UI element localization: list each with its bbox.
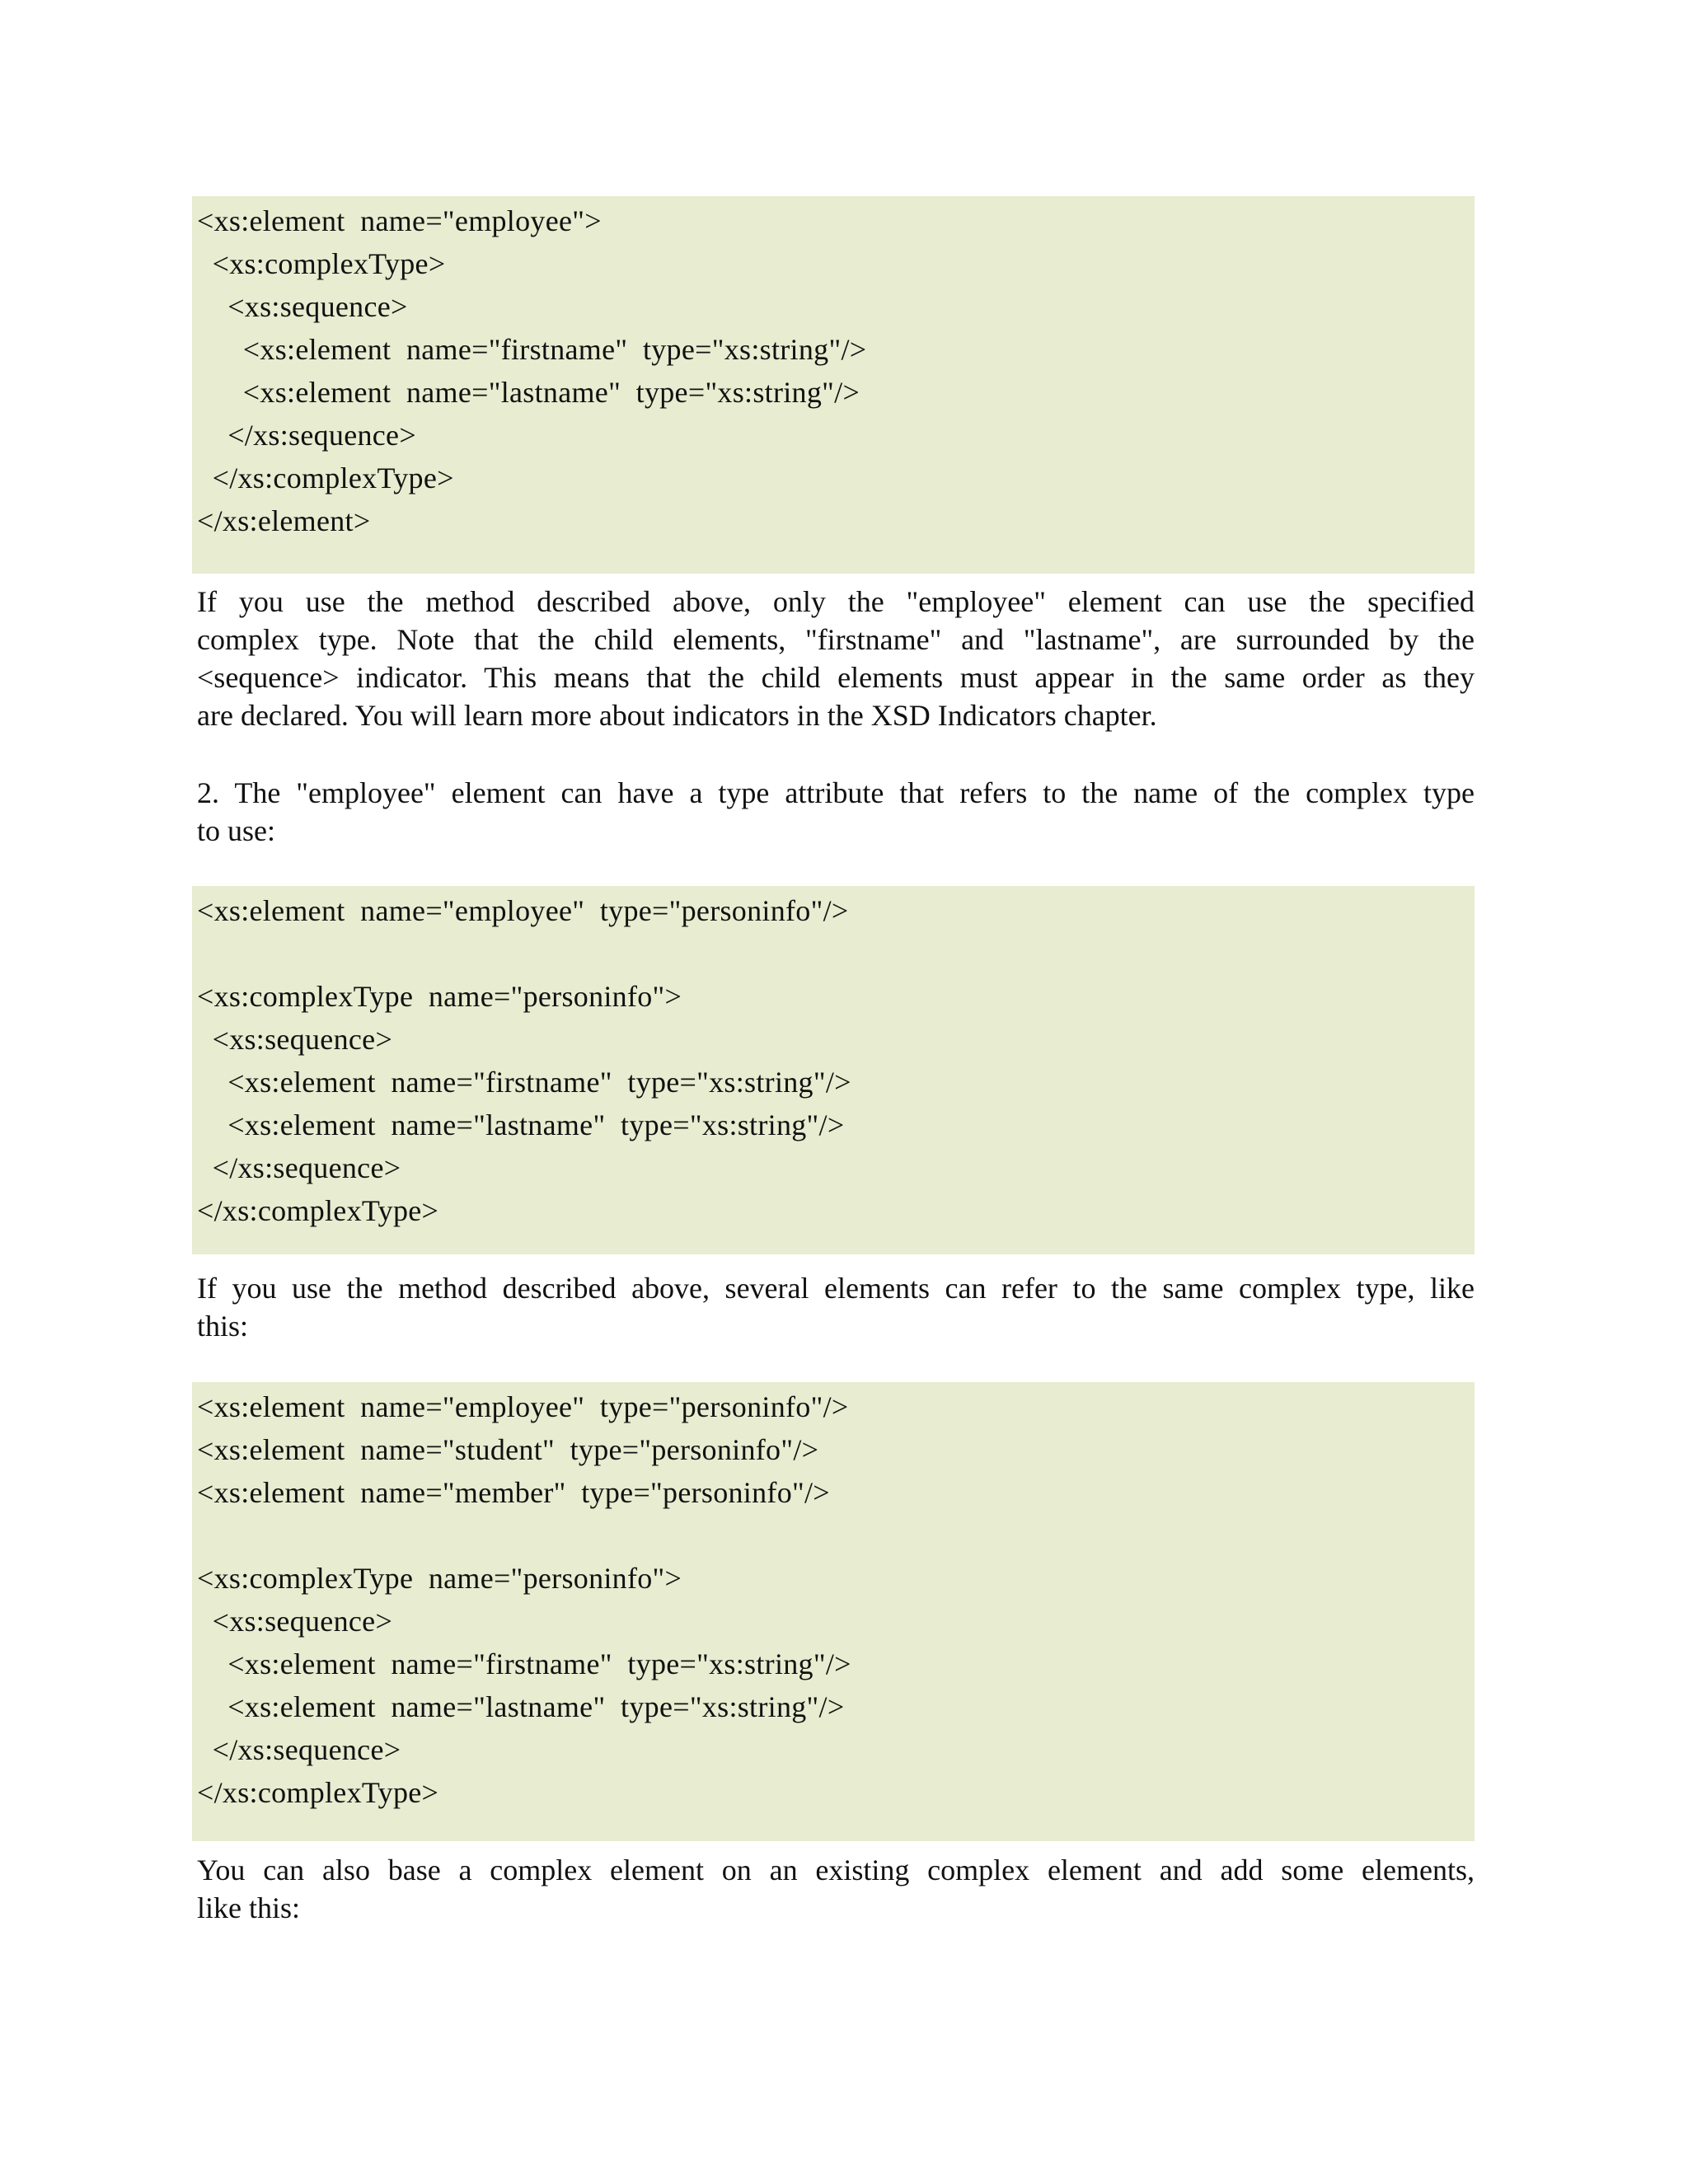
paragraph-shared-type xyxy=(197,1269,1475,1345)
paragraph-line: complex type. Note that the child elements, "firstname" and "lastname", are surrounded by the xyxy=(197,623,1475,656)
paragraph-line: If you use the method described above, only the "employee" element can use the specified xyxy=(197,585,1475,618)
paragraph-line: 2. The "employee" element can have a type attribute that refers to the name of the complex type xyxy=(197,776,1475,809)
code-line: <xs:element name="firstname" type="xs:string"/> xyxy=(197,1647,851,1680)
code-line: <xs:element name="lastname" type="xs:string"/> xyxy=(197,1690,845,1723)
code-line: </xs:sequence> xyxy=(197,1733,401,1766)
paragraph-line: You can also base a complex element on an existing complex element and add some elements, xyxy=(197,1854,1475,1886)
code-block-named-type xyxy=(192,886,1475,1254)
code-line xyxy=(197,1514,1470,1557)
paragraph-line: are declared. You will learn more about indicators in the XSD Indicators chapter. xyxy=(197,699,1157,732)
paragraph-line: <sequence> indicator. This means that the child elements must appear in the same order as they xyxy=(197,661,1475,694)
paragraph-line: If you use the method described above, several elements can refer to the same complex type, like xyxy=(197,1272,1475,1305)
code-line: </xs:element> xyxy=(197,504,371,537)
paragraph-line: to use: xyxy=(197,814,275,847)
paragraph-method-explanation xyxy=(197,583,1475,734)
paragraph-line: this: xyxy=(197,1310,249,1343)
code-block-employee-inline xyxy=(192,196,1475,574)
code-line: <xs:element name="lastname" type="xs:string"/> xyxy=(197,1108,845,1141)
code-line: <xs:element name="member" type="personinfo"/> xyxy=(197,1476,830,1509)
paragraph-type-attribute xyxy=(197,774,1475,850)
code-block-shared-type xyxy=(192,1382,1475,1841)
code-line xyxy=(197,932,1470,975)
paragraph-extend-type xyxy=(197,1851,1475,1927)
paragraph-line: like this: xyxy=(197,1891,300,1924)
code-line: <xs:complexType> xyxy=(197,247,446,280)
code-line: <xs:complexType name="personinfo"> xyxy=(197,980,682,1013)
code-line: </xs:complexType> xyxy=(197,1776,439,1809)
code-line: <xs:element name="lastname" type="xs:string"/> xyxy=(197,376,860,409)
code-line: <xs:sequence> xyxy=(197,1605,393,1638)
code-line: </xs:sequence> xyxy=(197,419,416,452)
code-line: <xs:element name="employee" type="personinfo"/> xyxy=(197,1390,849,1423)
code-line: <xs:element name="firstname" type="xs:string"/> xyxy=(197,1066,851,1099)
code-line: <xs:element name="firstname" type="xs:string"/> xyxy=(197,333,867,366)
code-line: <xs:sequence> xyxy=(197,1023,393,1056)
code-line: </xs:sequence> xyxy=(197,1151,401,1184)
code-line: <xs:element name="employee" type="personinfo"/> xyxy=(197,894,849,927)
code-line: <xs:element name="student" type="personinfo"/> xyxy=(197,1433,819,1466)
code-line: <xs:sequence> xyxy=(197,290,408,323)
code-line: <xs:complexType name="personinfo"> xyxy=(197,1562,682,1595)
code-line: <xs:element name="employee"> xyxy=(197,204,602,237)
code-line: </xs:complexType> xyxy=(197,1194,439,1227)
code-line: </xs:complexType> xyxy=(197,462,454,494)
